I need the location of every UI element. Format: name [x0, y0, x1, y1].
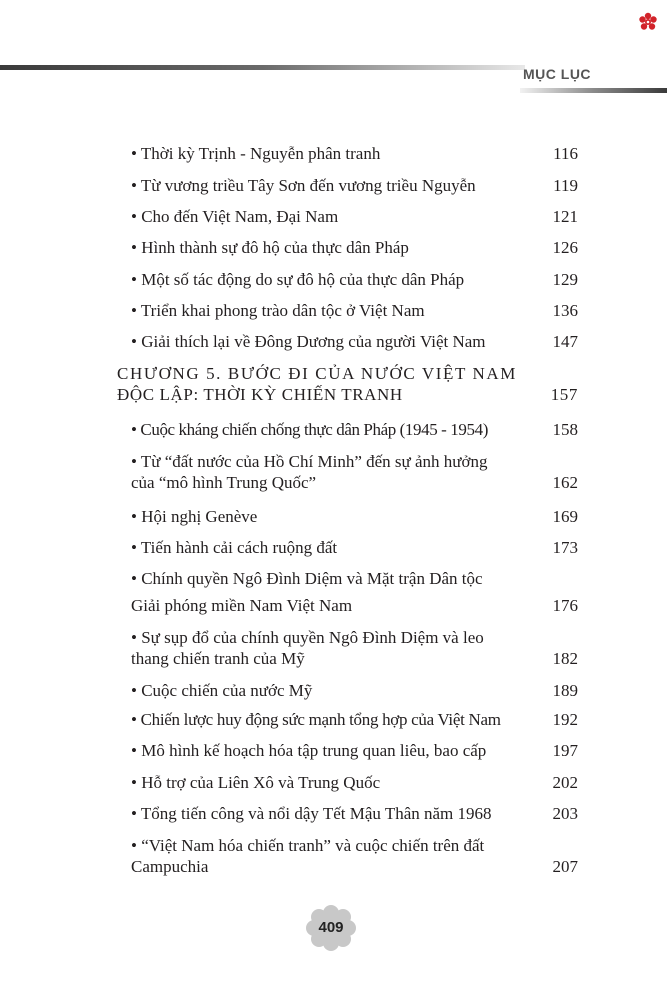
toc-entry-title: • Mô hình kế hoạch hóa tập trung quan liêu, bao cấp: [131, 741, 487, 760]
toc-entry-title: • Thời kỳ Trịnh - Nguyễn phân tranh: [131, 144, 381, 163]
toc-entry-title: • “Việt Nam hóa chiến tranh” và cuộc chiến trên đất: [131, 836, 485, 855]
toc-page-number: 129: [552, 270, 578, 289]
toc-page-number: 162: [552, 473, 578, 492]
toc-entry-title: • Triển khai phong trào dân tộc ở Việt Nam: [131, 301, 425, 320]
toc-entry: [131, 206, 578, 227]
toc-page-number: 189: [552, 681, 578, 700]
toc-entry-title: • Hình thành sự đô hộ của thực dân Pháp: [131, 238, 409, 257]
toc-entry: [131, 175, 578, 196]
chapter-title-line: ĐỘC LẬP: THỜI KỲ CHIẾN TRANH: [117, 385, 403, 404]
toc-entry: [131, 680, 578, 701]
toc-entry: [131, 835, 578, 877]
toc-chapter-heading: [117, 363, 578, 405]
toc-entry-title: • Tổng tiến công và nổi dậy Tết Mậu Thân năm 1968: [131, 804, 492, 823]
toc-entry-title: • Chính quyền Ngô Đình Diệm và Mặt trận Dân tộc: [131, 569, 483, 588]
toc-entry-title: • Tiến hành cải cách ruộng đất: [131, 538, 338, 557]
toc-entry-title: • Từ vương triều Tây Sơn đến vương triều Nguyễn: [131, 176, 476, 195]
toc-page-number: 121: [552, 207, 578, 226]
toc-entry: [131, 740, 578, 761]
toc-page-number: 158: [552, 420, 578, 439]
header-rule-left: [0, 65, 525, 70]
toc-entry-title: thang chiến tranh của Mỹ: [131, 649, 305, 668]
toc-entry-title: của “mô hình Trung Quốc”: [131, 473, 317, 492]
toc-page-number: 173: [552, 538, 578, 557]
toc-page-number: 203: [552, 804, 578, 823]
toc-page-number: 202: [552, 773, 578, 792]
toc-entry: [131, 506, 578, 527]
toc-page-number: 192: [552, 710, 578, 729]
toc-entry-title: • Chiến lược huy động sức mạnh tổng hợp của Việt Nam: [131, 710, 501, 729]
toc-entry: [131, 331, 578, 352]
toc-entry-title: • Hỗ trợ của Liên Xô và Trung Quốc: [131, 773, 381, 792]
page-number: 409: [318, 919, 344, 936]
toc-entry: [131, 709, 578, 730]
toc-entry-title: • Sự sụp đổ của chính quyền Ngô Đình Diệm và leo: [131, 628, 484, 647]
toc-page-number: 136: [552, 301, 578, 320]
toc-entry: [131, 772, 578, 793]
toc-entry-title: • Hội nghị Genève: [131, 507, 258, 526]
flower-logo-icon: [638, 12, 658, 32]
toc-entry: [131, 419, 578, 440]
toc-page-number: 182: [552, 649, 578, 668]
toc-page-number: 169: [552, 507, 578, 526]
header-rule-right: [520, 88, 667, 93]
toc-entry-title: • Cho đến Việt Nam, Đại Nam: [131, 207, 339, 226]
toc-entry-title: • Một số tác động do sự đô hộ của thực dân Pháp: [131, 270, 465, 289]
toc-entry: [131, 627, 578, 669]
toc-page-number: 207: [552, 857, 578, 876]
running-header-title: MỤC LỤC: [523, 66, 592, 82]
toc-page-number: 197: [552, 741, 578, 760]
toc-entry: [131, 565, 578, 619]
toc-page-number: 176: [552, 596, 578, 615]
toc-entry: [131, 269, 578, 290]
toc-entry: [131, 803, 578, 824]
chapter-title-line: CHƯƠNG 5. BƯỚC ĐI CỦA NƯỚC VIỆT NAM: [117, 364, 518, 383]
toc-page-number: 147: [552, 332, 578, 351]
toc-entry-title: Giải phóng miền Nam Việt Nam: [131, 596, 353, 615]
toc-entry: [131, 237, 578, 258]
toc-entry-title: • Giải thích lại về Đông Dương của người Việt Nam: [131, 332, 486, 351]
toc-entry-title: • Cuộc chiến của nước Mỹ: [131, 681, 313, 700]
toc-entry: [131, 143, 578, 164]
toc-entry: [131, 300, 578, 321]
toc-entry-title: • Cuộc kháng chiến chống thực dân Pháp (1945 - 1954): [131, 420, 488, 439]
toc-entry: [131, 537, 578, 558]
toc-page-number: 116: [553, 144, 578, 163]
toc-entry: [131, 451, 578, 493]
toc-entry-title: • Từ “đất nước của Hồ Chí Minh” đến sự ảnh hưởng: [131, 452, 488, 471]
toc-page-number: 119: [553, 176, 578, 195]
toc-page-number: 126: [552, 238, 578, 257]
toc-page-number: 157: [550, 385, 578, 404]
toc-entry-title: Campuchia: [131, 857, 209, 876]
